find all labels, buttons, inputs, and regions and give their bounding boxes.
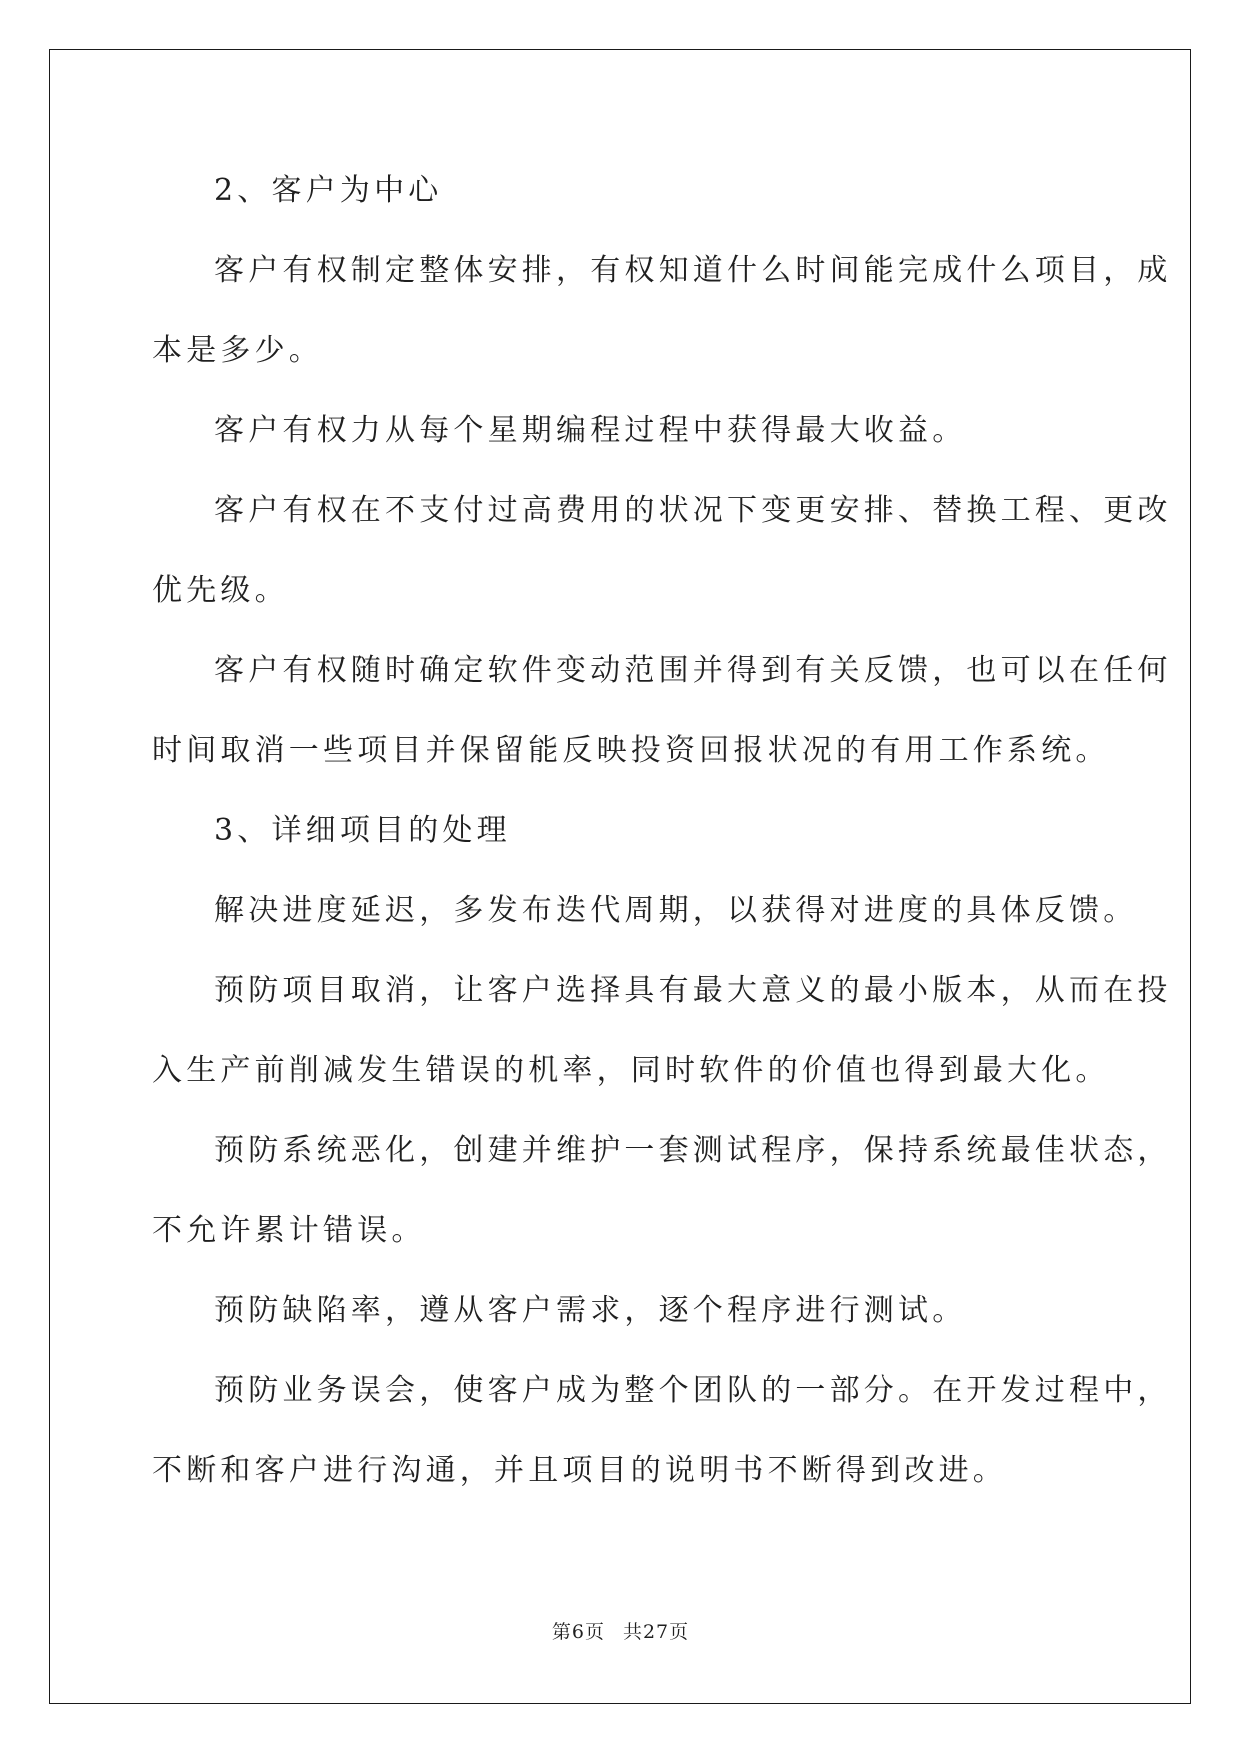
paragraph-line: 优先级。	[152, 573, 289, 608]
current-page-number: 第6页	[551, 1621, 605, 1643]
total-pages: 共27页	[622, 1621, 690, 1643]
paragraph-line: 预防项目取消，让客户选择具有最大意义的最小版本，从而在投	[214, 973, 1172, 1008]
paragraph-line: 客户有权制定整体安排，有权知道什么时间能完成什么项目，成	[214, 253, 1172, 288]
paragraph-line: 客户有权随时确定软件变动范围并得到有关反馈，也可以在任何	[214, 653, 1172, 688]
paragraph-line: 预防系统恶化，创建并维护一套测试程序，保持系统最佳状态，	[214, 1133, 1172, 1168]
section-heading-detailed-items: 3、详细项目的处理	[214, 813, 511, 848]
paragraph-line: 不允许累计错误。	[152, 1213, 426, 1248]
paragraph-line: 解决进度延迟，多发布迭代周期，以获得对进度的具体反馈。	[214, 893, 1138, 928]
paragraph-line: 客户有权力从每个星期编程过程中获得最大收益。	[214, 413, 967, 448]
paragraph-line: 客户有权在不支付过高费用的状况下变更安排、替换工程、更改	[214, 493, 1172, 528]
paragraph-line: 不断和客户进行沟通，并且项目的说明书不断得到改进。	[152, 1453, 1007, 1488]
paragraph-line: 本是多少。	[152, 333, 323, 368]
paragraph-line: 预防缺陷率，遵从客户需求，逐个程序进行测试。	[214, 1293, 967, 1328]
section-heading-customer-centric: 2、客户为中心	[214, 173, 443, 208]
paragraph-line: 入生产前削减发生错误的机率，同时软件的价值也得到最大化。	[152, 1053, 1110, 1088]
page-footer	[0, 1620, 1241, 1644]
paragraph-line: 时间取消一些项目并保留能反映投资回报状况的有用工作系统。	[152, 733, 1110, 768]
paragraph-line: 预防业务误会，使客户成为整个团队的一部分。在开发过程中，	[214, 1373, 1172, 1408]
